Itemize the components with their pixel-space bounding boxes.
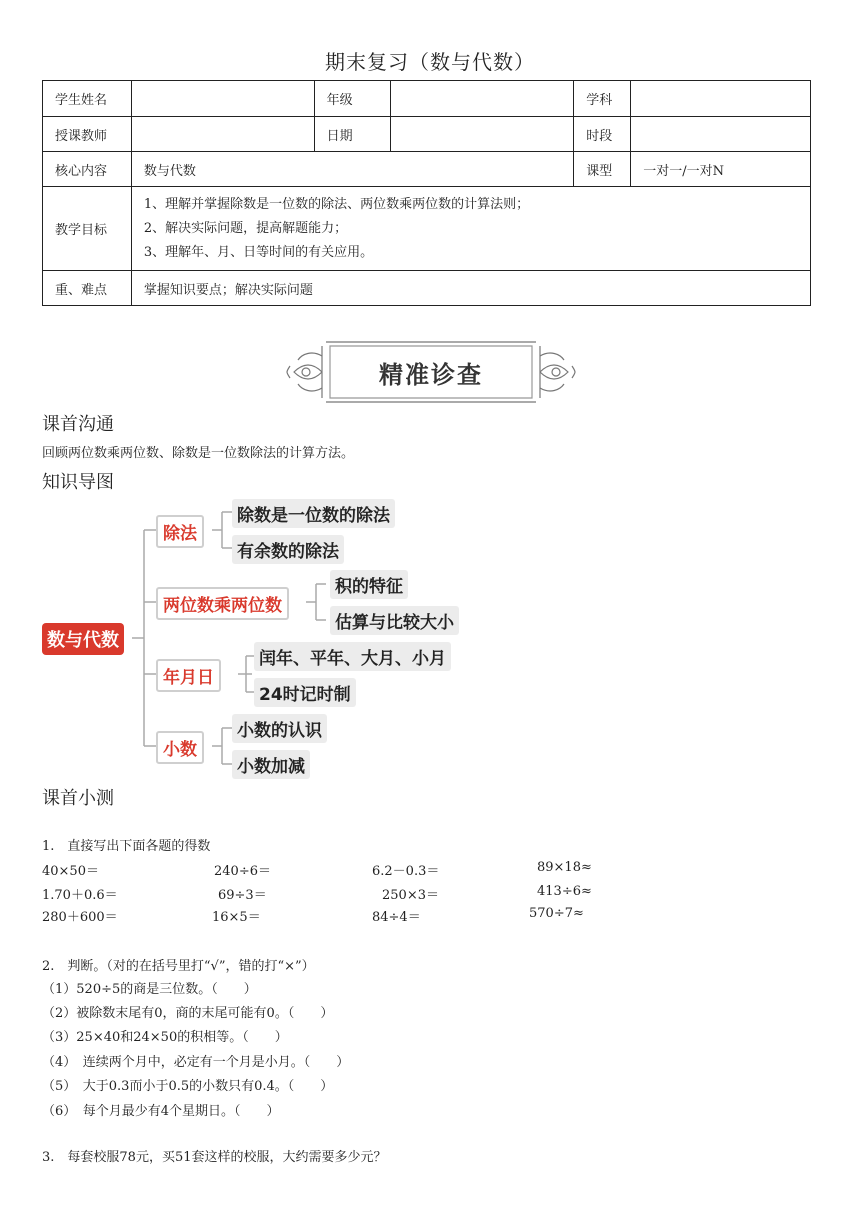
student-name-value — [131, 81, 314, 117]
judgement-item: （4） 连续两个月中，必定有一个月是小月。（ ） — [42, 1055, 350, 1070]
mindmap-leaf: 除数是一位数的除法 — [232, 499, 395, 528]
core-content-value: 数与代数 — [131, 152, 573, 187]
judgement-item: （2）被除数末尾有0，商的末尾可能有0。（ ） — [42, 1006, 334, 1021]
question-3-title: 3. 每套校服78元，买51套这样的校服，大约需要多少元？ — [42, 1150, 387, 1165]
label-lesson-type: 课型 — [574, 152, 631, 187]
label-key-points: 重、难点 — [43, 271, 132, 306]
info-table — [42, 80, 811, 306]
grade-value — [390, 81, 574, 117]
judgement-item: （6） 每个月最少有4个星期日。（ ） — [42, 1104, 280, 1119]
mindmap-leaf: 小数加减 — [232, 750, 310, 779]
mindmap-leaf: 24时记时制 — [254, 678, 356, 707]
calc-item: 40×50＝ — [42, 864, 99, 879]
goal-line: 3、理解年、月、日等时间的有关应用。 — [143, 244, 374, 260]
calc-item: 69÷3＝ — [218, 888, 267, 903]
calc-item: 280＋600＝ — [42, 910, 118, 925]
goal-line: 2、解决实际问题，提高解题能力； — [143, 220, 348, 236]
table-row — [43, 117, 811, 152]
judgement-item: （3）25×40和24×50的积相等。（ ） — [42, 1030, 288, 1045]
section-heading: 课首小测 — [42, 788, 114, 809]
mindmap-leaf: 小数的认识 — [232, 714, 327, 743]
teacher-value — [131, 117, 314, 152]
question-2-title: 2. 判断。（对的在括号里打“√”，错的打“×”） — [42, 959, 315, 974]
calc-item: 240÷6＝ — [214, 864, 271, 879]
key-points-value: 掌握知识要点；解决实际问题 — [131, 271, 810, 306]
goal-line: 1、理解并掌握除数是一位数的除法、两位数乘两位数的计算法则； — [143, 196, 530, 212]
lesson-type-value: 一对一/一对N — [631, 152, 811, 187]
table-row — [43, 81, 811, 117]
page-title: 期末复习（数与代数） — [325, 50, 535, 74]
table-row — [43, 271, 811, 306]
calc-item: 570÷7≈ — [529, 906, 584, 921]
date-value — [390, 117, 574, 152]
period-value — [631, 117, 811, 152]
label-teacher: 授课教师 — [43, 117, 132, 152]
calc-item: 6.2－0.3＝ — [372, 864, 440, 879]
mindmap-leaf: 估算与比较大小 — [330, 606, 459, 635]
label-date: 日期 — [314, 117, 390, 152]
question-1-title: 1. 直接写出下面各题的得数 — [42, 839, 211, 854]
table-row — [43, 152, 811, 187]
mindmap-leaf: 闰年、平年、大月、小月 — [254, 642, 451, 671]
teaching-goals — [131, 187, 810, 271]
calc-item: 1.70＋0.6＝ — [42, 888, 118, 903]
label-subject: 学科 — [574, 81, 631, 117]
calc-item: 16×5＝ — [212, 910, 261, 925]
mindmap-leaf: 积的特征 — [330, 570, 408, 599]
mindmap-branch: 小数 — [156, 731, 204, 764]
mindmap-branch: 两位数乘两位数 — [156, 587, 289, 620]
section-text: 回顾两位数乘两位数、除数是一位数除法的计算方法。 — [42, 446, 355, 461]
mindmap-root: 数与代数 — [42, 623, 124, 655]
section-banner — [286, 336, 576, 408]
section-heading: 课首沟通 — [42, 414, 114, 435]
label-grade: 年级 — [314, 81, 390, 117]
label-student-name: 学生姓名 — [43, 81, 132, 117]
judgement-item: （5） 大于0.3而小于0.5的小数只有0.4。（ ） — [42, 1079, 334, 1094]
subject-value — [631, 81, 811, 117]
calc-item: 413÷6≈ — [537, 884, 592, 899]
mindmap-branch: 年月日 — [156, 659, 221, 692]
label-period: 时段 — [574, 117, 631, 152]
label-core-content: 核心内容 — [43, 152, 132, 187]
knowledge-mindmap — [40, 492, 500, 782]
calc-item: 250×3＝ — [382, 888, 439, 903]
judgement-item: （1）520÷5的商是三位数。（ ） — [42, 982, 257, 997]
banner-title: 精准诊查 — [379, 360, 483, 389]
mindmap-leaf: 有余数的除法 — [232, 535, 344, 564]
calc-item: 89×18≈ — [537, 860, 592, 875]
label-teaching-goals: 教学目标 — [43, 187, 132, 271]
calc-item: 84÷4＝ — [372, 910, 421, 925]
table-row — [43, 187, 811, 271]
section-heading: 知识导图 — [42, 472, 114, 493]
mindmap-branch: 除法 — [156, 515, 204, 548]
